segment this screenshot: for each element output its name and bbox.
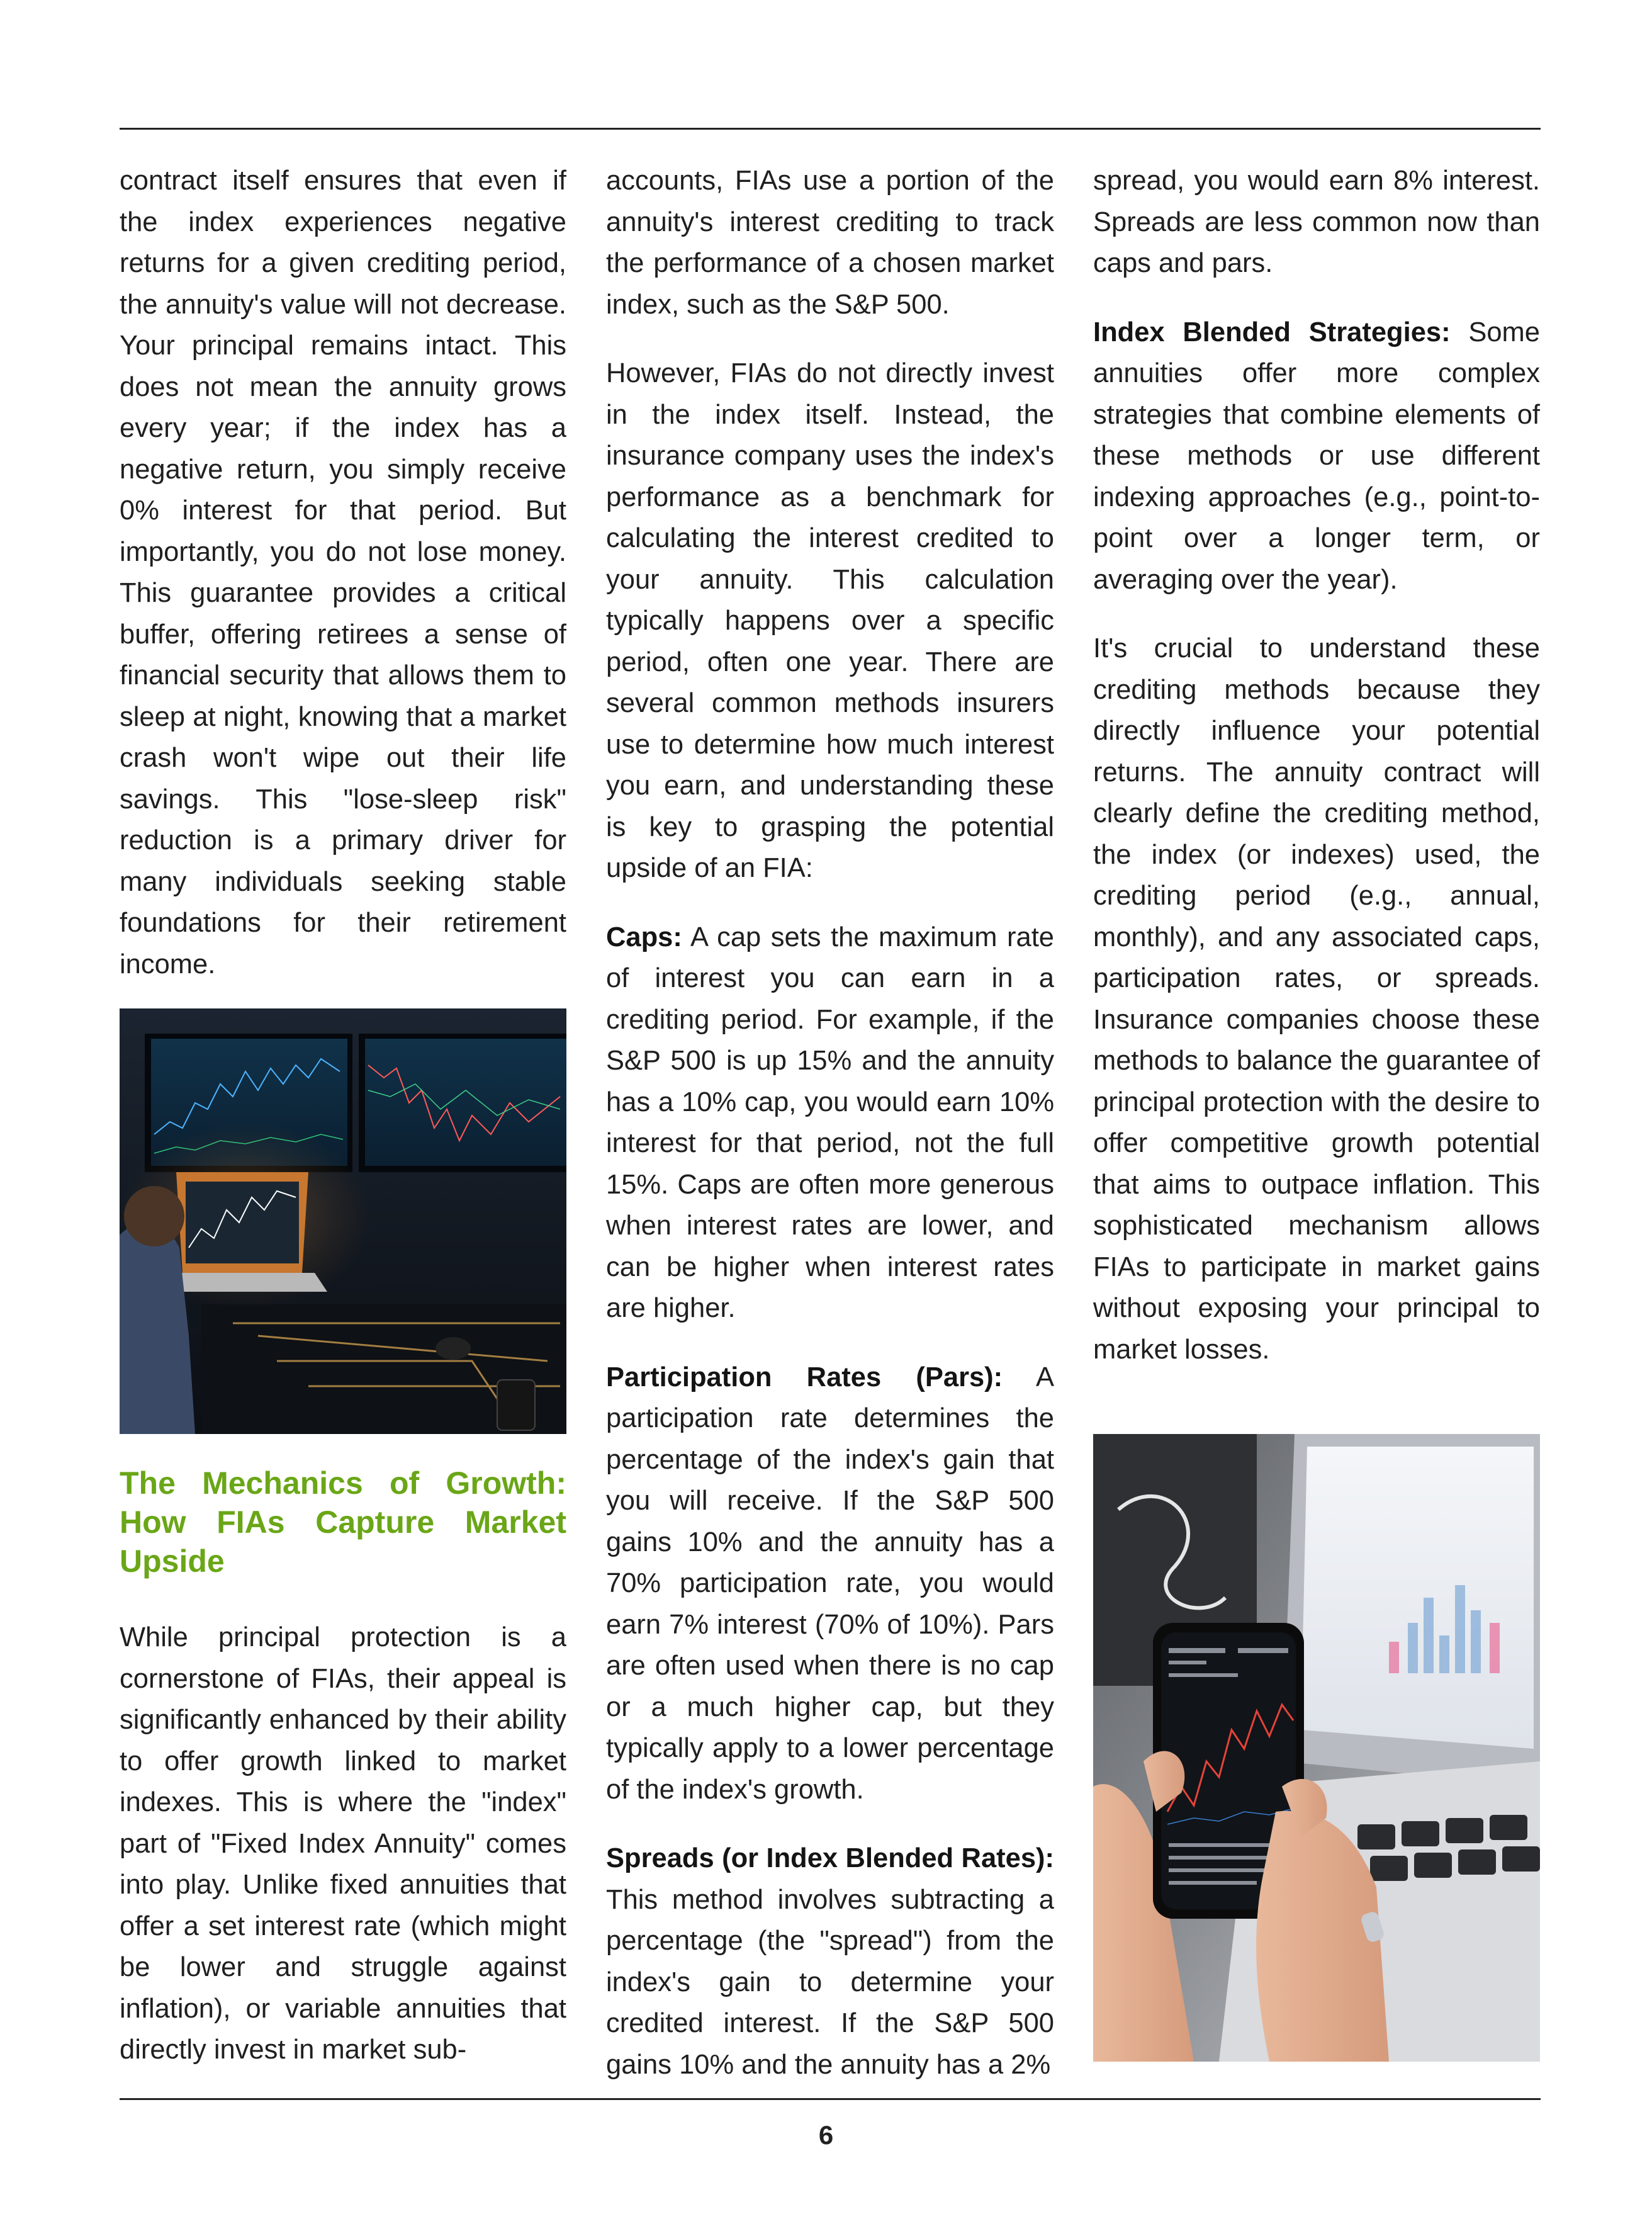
- column-left: [120, 161, 566, 1013]
- pars-label: Participation Rates (Pars):: [606, 1362, 1003, 1392]
- caps-paragraph: [606, 917, 1054, 1330]
- footer-rule: [120, 2098, 1541, 2100]
- phone-chart-photo: [1093, 1434, 1540, 2062]
- paragraph: While principal protection is a cornerstone of FIAs, their appeal is significantly enhanced by their ability to offer growth linked to market indexes. This is where the "index" part of "Fixed Index Annuity" comes into play. Unlike fixed annuities that offer a set interest rate (which might be lower and struggle against inflation), or variable annuities that directly invest in market sub-: [120, 1622, 566, 2065]
- caps-label: Caps:: [606, 922, 682, 952]
- trading-desk-photo: [120, 1008, 566, 1434]
- spreads-text: This method involves subtracting a percentage (the "spread") from the index's gain to determine your credited interest. If the S&P 500 gains 10% and the annuity has a 2%: [606, 1884, 1054, 2080]
- column-middle: [606, 161, 1054, 2113]
- paragraph: spread, you would earn 8% interest. Spreads are less common now than caps and pars.: [1093, 166, 1540, 278]
- section-heading: The Mechanics of Growth: How FIAs Capture Market Upside: [120, 1465, 566, 1579]
- column-right: [1093, 161, 1540, 1398]
- column-left-lower: [120, 1464, 566, 2099]
- spreads-label: Spreads (or Index Blended Rates):: [606, 1843, 1054, 1873]
- paragraph: contract itself ensures that even if the index experiences negative returns for a given crediting period, the annuity's value will not decrease. Your principal remains intact. This does not mean the annuity grows every year; if the index has a negative return, you simply receive 0% interest for that period. But importantly, you do not lose money. This guarantee provides a critical buffer, offering retirees a sense of financial security that allows them to sleep at night, knowing that a market crash won't wipe out their life savings. This "lose-sleep risk" reduction is a primary driver for many individuals seeking stable foundations for their retirement income.: [120, 166, 566, 980]
- caps-text: A cap sets the maximum rate of interest you can earn in a crediting period. For example, if the S&P 500 is up 15% and the annuity has a 10% cap, you would earn 10% interest for that period, not the full 15%. Caps are often more generous when interest rates are lower, and can be higher when interest rates are higher.: [606, 922, 1054, 1323]
- pars-text: A participation rate determines the percentage of the index's gain that you will receive. If the S&P 500 gains 10% and the annuity has a 70% participation rate, you would earn 7% interest (70% of 10%). Pars are often used when there is no cap or a much higher cap, but they typically apply to a lower percentage of the index's growth.: [606, 1362, 1055, 1805]
- paragraph: It's crucial to understand these crediting methods because they directly influence your potential returns. The annuity contract will clearly define the crediting method, the index (or indexes) used, the crediting period (e.g., annual, monthly), and any associated caps, participation rates, or spreads. Insurance companies choose these methods to balance the guarantee of principal protection with the desire to offer competitive growth potential that aims to outpace inflation. This sophisticated mechanism allows FIAs to participate in market gains without exposing your principal to market losses.: [1093, 633, 1540, 1365]
- paragraph: However, FIAs do not directly invest in the index itself. Instead, the insurance company uses the index's performance as a benchmark for calculating the interest credited to your annuity. This calculation typically happens over a specific period, often one year. There are several common methods insurers use to determine how much interest you earn, and understanding these is key to grasping the potential upside of an FIA:: [606, 358, 1054, 883]
- page-number: 6: [818, 2120, 834, 2150]
- blended-paragraph: [1093, 312, 1540, 601]
- blended-text: Some annuities offer more complex strategies that combine elements of these methods or use different indexing approaches (e.g., point-to-point over a longer term, or averaging over the year).: [1093, 317, 1540, 595]
- spreads-paragraph: [606, 1838, 1054, 2086]
- blended-label: Index Blended Strategies:: [1093, 317, 1451, 347]
- header-rule: [120, 128, 1541, 130]
- pars-paragraph: [606, 1357, 1054, 1811]
- paragraph: accounts, FIAs use a portion of the annuity's interest crediting to track the performance of a chosen market index, such as the S&P 500.: [606, 166, 1054, 320]
